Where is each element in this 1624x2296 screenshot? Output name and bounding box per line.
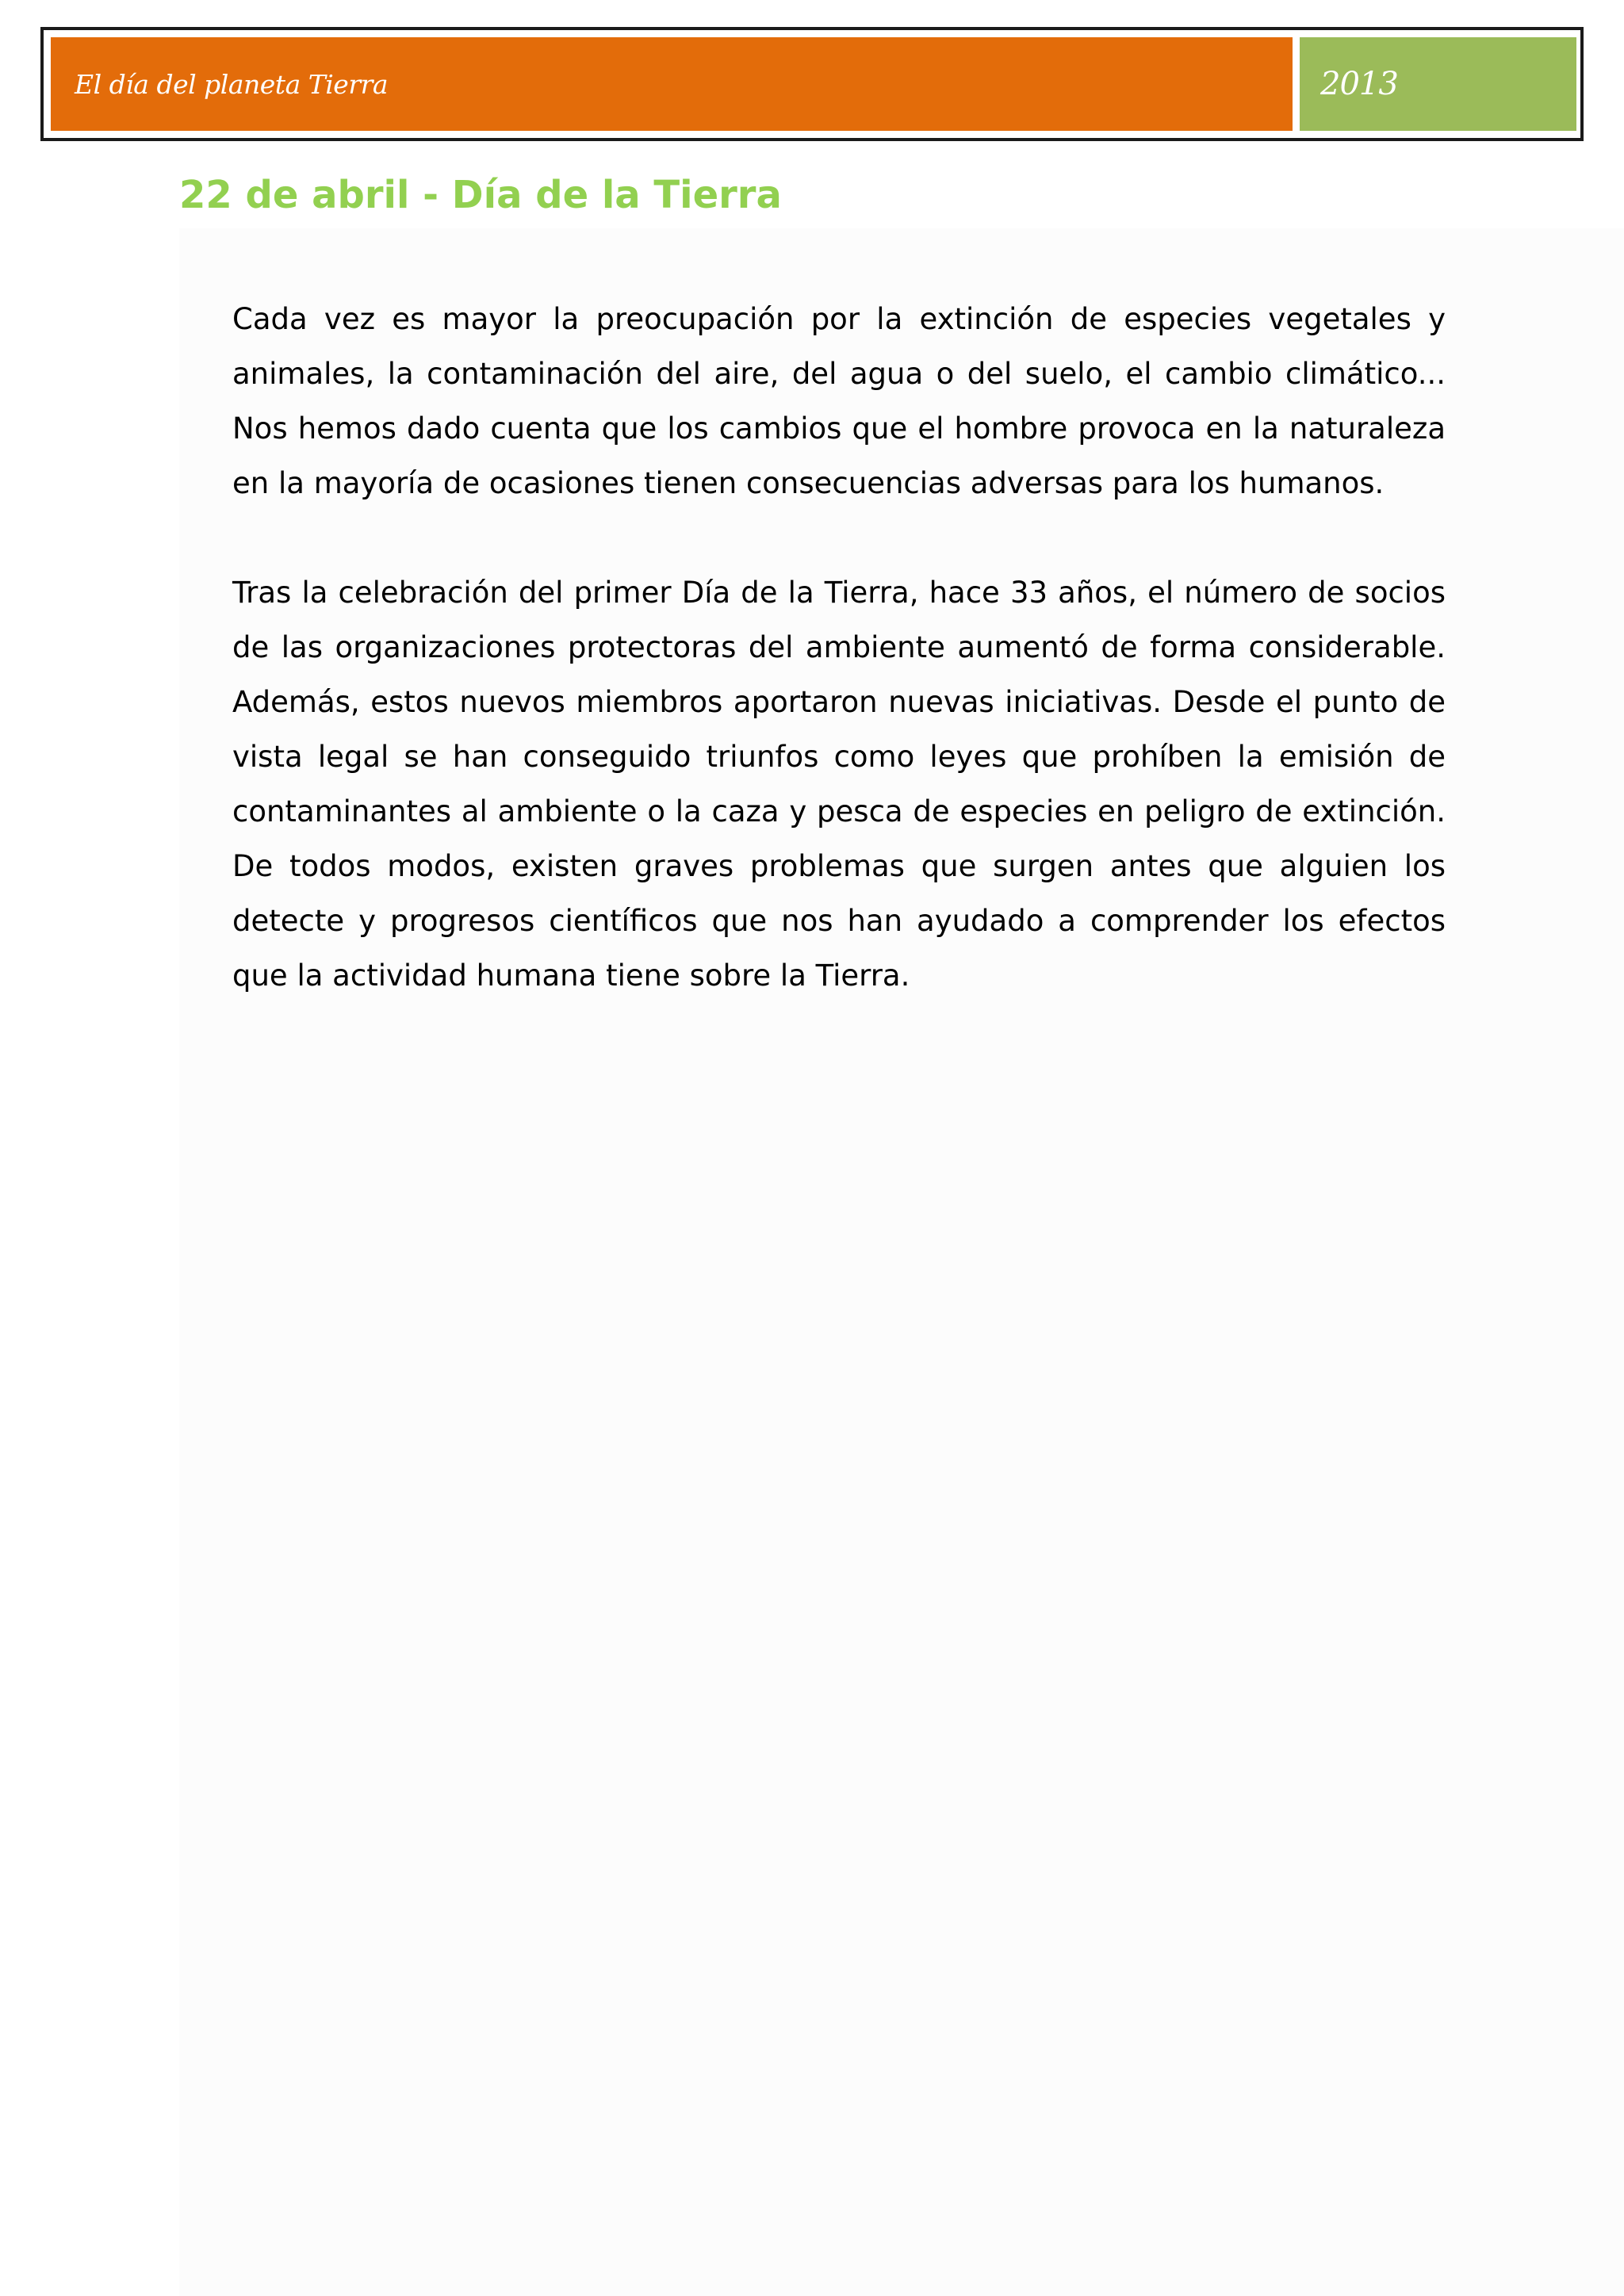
header-title: El día del planeta Tierra: [75, 68, 389, 100]
paragraph-2: Tras la celebración del primer Día de la Tierra, hace 33 años, el número de socios de las organizaciones protectoras del ambiente aumentó de forma considerable. Además, estos nuevos miembros aportaron nuevas iniciativas. Desde el punto de vista legal se han conseguido triunfos como leyes que prohíben la emisión de contaminantes al ambiente o la caza y pesca de especies en peligro de extinción. De todos modos, existen graves problemas que surgen antes que alguien los detecte y progresos científicos que nos han ayudado a comprender los efectos que la actividad humana tiene sobre la Tierra.: [232, 576, 1446, 993]
paragraph-1: Cada vez es mayor la preocupación por la extinción de especies vegetales y animales, la contaminación del aire, del agua o del suelo, el cambio climático... Nos hemos dado cuenta que los cambios que el hombre provoca en la naturaleza en la mayoría de ocasiones tienen consecuencias adversas para los humanos.: [232, 302, 1446, 500]
header-year: 2013: [1320, 66, 1398, 102]
page-title: 22 de abril - Día de la Tierra: [179, 173, 782, 217]
body-text: [232, 292, 1446, 1058]
page-header: [40, 27, 1584, 141]
header-year-band: [1300, 37, 1576, 131]
header-title-band: [51, 37, 1293, 131]
